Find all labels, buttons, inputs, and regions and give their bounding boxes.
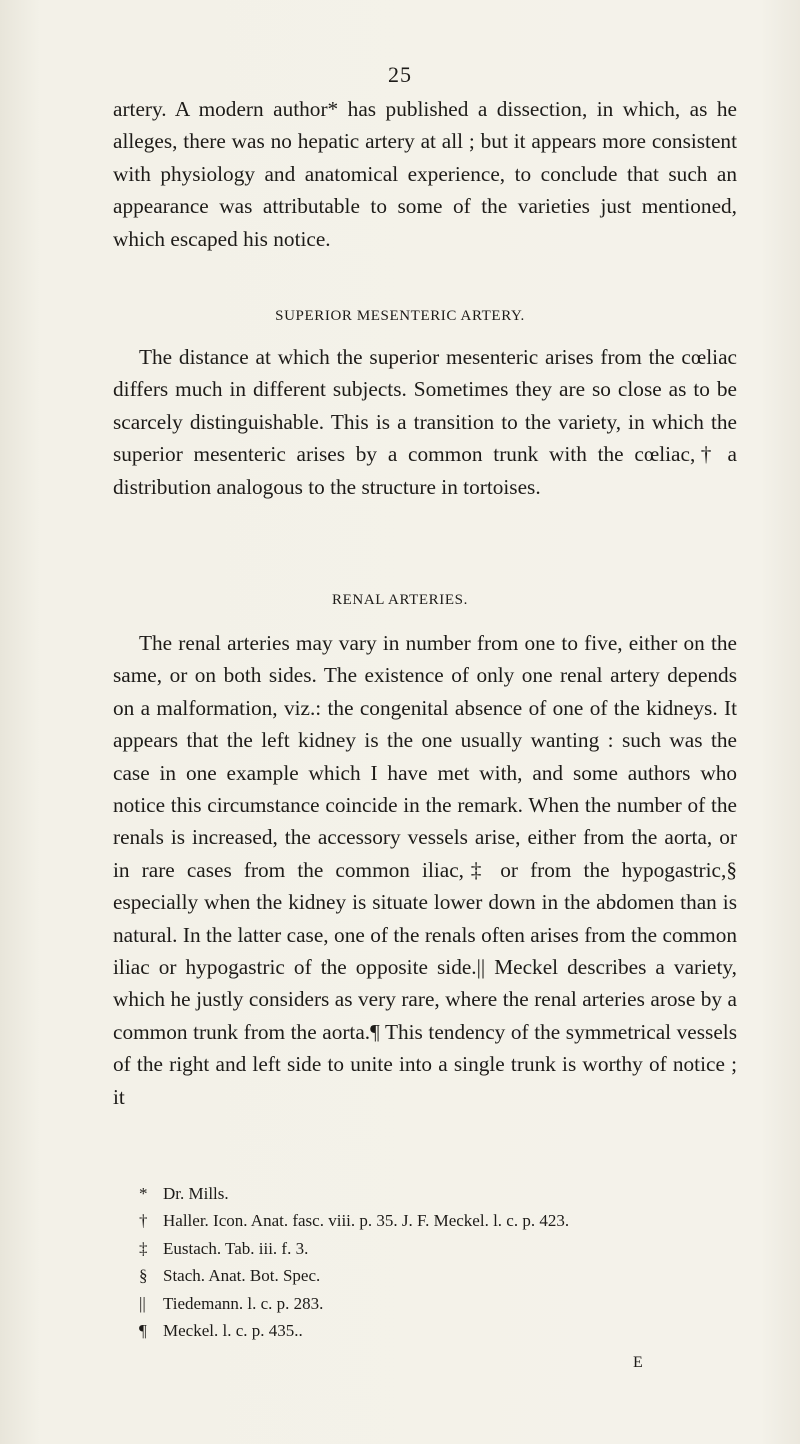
footnote [139, 1262, 759, 1289]
footnote-text: Meckel. l. c. p. 435.. [163, 1321, 303, 1341]
section-heading-superior-mesenteric: SUPERIOR MESENTERIC ARTERY. [275, 308, 525, 324]
footnote [139, 1180, 759, 1207]
section-heading-renal-arteries: RENAL ARTERIES. [332, 592, 468, 608]
footnote [139, 1207, 759, 1234]
paragraph-text: The renal arteries may vary in number from one to five, either on the same, or on both sides. The existence of only one renal artery depends on a malformation, viz.: the congenital absence of one of the kidneys. It appears that the left kidney is the one usually wanting : such was the case in one example which I have met with, and some authors who notice this circumstance coincide in the remark. When the number of the renals is increased, the accessory vessels arise, either from the aorta, or in rare cases from the common iliac,‡ or from the hypogastric,§ especially when the kidney is situate lower down in the abdomen than is natural. In the latter case, one of the renals often arises from the common iliac or hypogastric of the opposite side.|| Meckel describes a variety, which he justly considers as very rare, where the renal arteries arose by a common trunk from the aorta.¶ This tendency of the symmetrical vessels of the right and left side to unite into a single trunk is worthy of notice ; it [113, 631, 737, 1109]
footnote-mark: † [139, 1211, 148, 1231]
footnote-mark: || [139, 1293, 146, 1313]
footnote-text: Haller. Icon. Anat. fasc. viii. p. 35. J. F. Meckel. l. c. p. 423. [163, 1211, 570, 1231]
footnote-text: Tiedemann. l. c. p. 283. [163, 1293, 324, 1313]
footnote-text: Stach. Anat. Bot. Spec. [163, 1266, 321, 1286]
page-number: 25 [388, 62, 412, 87]
footnote [139, 1290, 759, 1317]
paragraph-superior-mesenteric [113, 341, 737, 503]
footnote-mark: ¶ [139, 1321, 147, 1341]
signature-mark: E [633, 1354, 643, 1371]
footnote-text: Dr. Mills. [163, 1184, 229, 1203]
footnote-text: Eustach. Tab. iii. f. 3. [163, 1238, 309, 1258]
footnote-mark: * [139, 1184, 148, 1203]
paragraph-hepatic-continuation [113, 93, 737, 255]
paragraph-renal-arteries [113, 627, 737, 1113]
footnote [139, 1235, 759, 1262]
paragraph-text: The distance at which the superior mesenteric arises from the cœliac differs much in different subjects. Sometimes they are so close as to be scarcely distinguishable. This is a transition to the variety, in which the superior mesenteric arises by a common trunk with the cœliac,† a distribution analogous to the structure in tortoises. [113, 345, 737, 499]
footnotes [139, 1180, 759, 1344]
paragraph-text: artery. A modern author* has published a dissection, in which, as he alleges, there was no hepatic artery at all ; but it appears more consistent with physiology and anatomical experience, to conclude that such an appearance was attributable to some of the varieties just mentioned, which escaped his notice. [113, 97, 737, 251]
footnote-mark: ‡ [139, 1238, 148, 1258]
footnote [139, 1317, 759, 1344]
footnote-mark: § [139, 1266, 148, 1286]
